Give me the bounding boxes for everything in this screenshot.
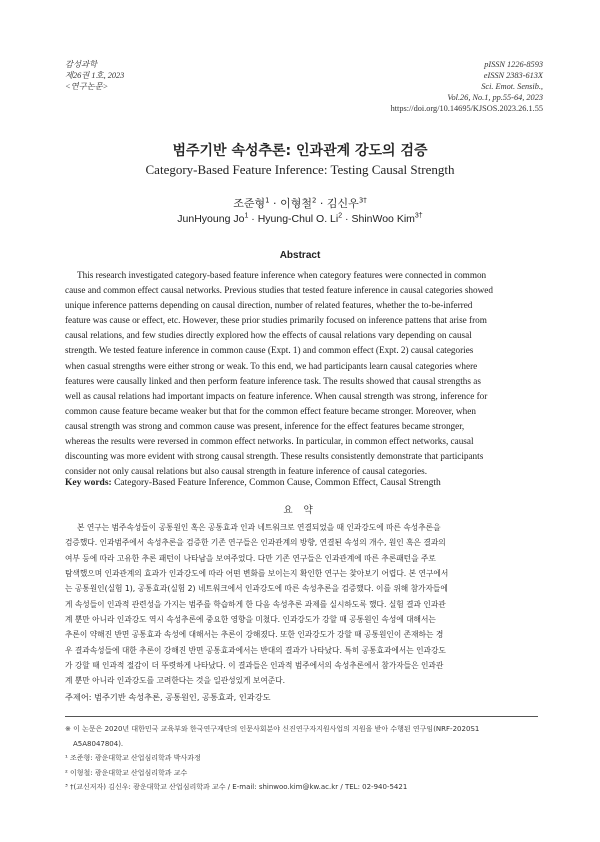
- journal-name-en: Sci. Emot. Sensib.,: [481, 82, 543, 91]
- footnotes: [65, 722, 538, 795]
- summary-line: 계 뿐만 아니라 인과강도를 고려한다는 것을 일관성있게 보여준다.: [65, 676, 286, 686]
- author-name: 조준형: [233, 197, 266, 210]
- author-name: Hyung-Chul O. Li: [257, 213, 339, 225]
- summary-line: 계 뿐만 아니라 인과강도 역시 속성추론에 중요한 영향을 미쳤다. 인과강도가 강할 때 공통원인 속성에 대해서는: [65, 615, 436, 625]
- summary-line: 추론이 약해진 반면 공통효과 속성에 대해서는 추론이 강해졌다. 또한 인과강도가 강할 때 공통원인이 존재하는 경: [65, 630, 444, 640]
- abstract-line: cause and common effect causal networks. Previous studies that tested feature inference in causal categories showed: [65, 285, 493, 296]
- keywords-english: [65, 478, 538, 488]
- footnote-line: ³ †(교신저자) 김신우: 광운대학교 산업심리학과 교수 / E-mail: shinwoo.kim@kw.ac.kr / TEL: 02-940-5421: [65, 783, 408, 791]
- footnote-line: ※ 이 논문은 2020년 대한민국 교육부와 한국연구재단의 인문사회분야 신진연구자지원사업의 지원을 받아 수행된 연구임(NRF-2020S1: [65, 725, 480, 733]
- journal-header-left: [65, 59, 124, 92]
- article-type-ko: <연구논문>: [65, 82, 109, 91]
- author-separator: ·: [248, 213, 258, 225]
- title-english: Category-Based Feature Inference: Testing Causal Strength: [145, 162, 455, 177]
- abstract-line: strength. We tested feature inference in common cause (Expt. 1) and common effect (Expt. 2) causal categories: [65, 345, 474, 356]
- abstract-line: features were causally linked and then perform feature inference task. The results showed that causal strengths as: [65, 375, 481, 386]
- author-separator: ·: [316, 197, 327, 210]
- author-name: JunHyoung Jo: [177, 213, 245, 225]
- journal-name-ko: 감성과학: [65, 60, 98, 69]
- journal-header-right: [391, 59, 543, 114]
- abstract-line: causal strength was strong and common cause was present, inference for the effect features became stronger,: [65, 420, 465, 431]
- volume-en: Vol.26, No.1, pp.55-64, 2023: [447, 93, 543, 102]
- authors-english: [0, 213, 600, 225]
- abstract-line: consider not only causal relations but also causal strength in feature inference of causal categories.: [65, 466, 428, 477]
- volume-ko: 제26권 1호, 2023: [65, 71, 125, 80]
- author-affiliation-mark: 2: [338, 212, 343, 220]
- summary-line: 는 공통원인(실험 1), 공통효과(실험 2) 네트워크에서 인과강도에 따른 속성추론을 검증했다. 이를 위해 참가자들에: [65, 584, 448, 594]
- author-name: ShinWoo Kim: [351, 213, 415, 225]
- doi-link[interactable]: https://doi.org/10.14695/KJSOS.2023.26.1.55: [390, 104, 543, 113]
- footnote-line: ¹ 조준형: 광운대학교 산업심리학과 박사과정: [65, 754, 201, 762]
- summary-line: 본 연구는 범주속성들이 공통원인 혹은 공통효과 인과 네트워크로 연결되었을 때 인과강도에 따른 속성추론을: [77, 523, 441, 532]
- author-affiliation-mark: 3†: [414, 212, 423, 220]
- footnote-line: A5A8047804).: [73, 739, 124, 748]
- abstract-line: This research investigated category-based feature inference when category features were connected in common: [77, 270, 487, 280]
- author-affiliation-mark: 1: [265, 196, 270, 205]
- pissn: pISSN 1226-8593: [484, 60, 543, 69]
- eissn: eISSN 2383-613X: [483, 71, 543, 80]
- author-separator: ·: [342, 213, 352, 225]
- abstract-line: discounting was more evident with strong causal strength. These results consistently demonstrate that participants: [65, 451, 484, 462]
- abstract-line: unique inference patterns depending on causal direction, number of related features, whether the to-be-inferred: [65, 300, 473, 311]
- author-name: 김신우: [326, 197, 359, 210]
- abstract-line: well as causal relations had important impacts on feature inference. When causal strength was strong, inference for: [65, 390, 488, 401]
- abstract-line: common cause feature became weaker but that for the common effect feature became stronger. Moreover, when: [65, 405, 476, 416]
- summary-line: 검증했다. 인과범주에서 속성추론을 검증한 기존 연구들은 인과관계의 방향, 연결된 속성의 개수, 원인 혹은 결과의: [65, 538, 446, 548]
- keywords-korean: [65, 692, 538, 703]
- title-korean: 범주기반 속성추론: 인과관계 강도의 검증: [172, 143, 428, 159]
- abstract-line: causal relations, and few studies directly explored how the effects of causal relations vary depending on causal: [65, 330, 472, 341]
- summary-line: 여부 등에 따라 고유한 추론 패턴이 나타남을 보여주었다. 다만 기존 연구들은 인과관계에 따른 추론패턴을 주로: [65, 553, 436, 563]
- summary-line: 게 속성들이 인과적 관련성을 가지는 범주를 학습하게 한 다음 속성추론 과제를 실시하도록 했다. 실험 결과 인과관: [65, 599, 446, 609]
- abstract-body: [65, 268, 538, 479]
- keywords-text: Category-Based Feature Inference, Common Cause, Common Effect, Causal Strength: [114, 478, 441, 488]
- author-affiliation-mark: 1: [244, 212, 249, 220]
- keywords-label: 주제어:: [65, 692, 92, 702]
- author-name: 이형철: [280, 197, 312, 210]
- summary-heading-korean: 요 약: [283, 505, 317, 516]
- summary-line: 우 결과속성들에 대한 추론이 강해진 반면 공통효과에서는 반대의 결과가 나타났다. 특히 공통효과에서는 인과강도: [65, 645, 446, 655]
- abstract-line: when casual strengths were either strong or weak. To this end, we had participants learn causal categories where: [65, 360, 478, 371]
- keywords-label: Key words:: [65, 478, 112, 488]
- author-affiliation-mark: 3†: [358, 196, 367, 205]
- abstract-line: feature was cause or effect, etc. However, these prior studies primarily focused on inference pattens that arise from: [65, 315, 487, 326]
- author-affiliation-mark: 2: [311, 196, 317, 205]
- footnote-divider: [65, 716, 538, 717]
- footnote-line: ² 이형철: 광운대학교 산업심리학과 교수: [65, 768, 188, 777]
- abstract-heading: Abstract: [279, 250, 321, 261]
- summary-line: 탐색했으며 인과관계의 효과가 인과강도에 따라 어떤 변화를 보이는지 확인한 연구는 찾아보기 어렵다. 본 연구에서: [65, 569, 449, 579]
- abstract-line: whereas the results were reversed in common effect networks. In particular, in common effect networks, causal: [65, 436, 474, 447]
- author-separator: ·: [269, 197, 281, 210]
- keywords-text: 범주기반 속성추론, 공통원인, 공통효과, 인과강도: [94, 692, 271, 702]
- summary-body-korean: [65, 520, 538, 689]
- summary-line: 가 강할 때 인과적 절감이 더 뚜렷하게 나타났다. 이 결과들은 인과적 범주에서의 속성추론에서 참가자들은 인과관: [65, 661, 444, 671]
- authors-korean: [0, 195, 600, 211]
